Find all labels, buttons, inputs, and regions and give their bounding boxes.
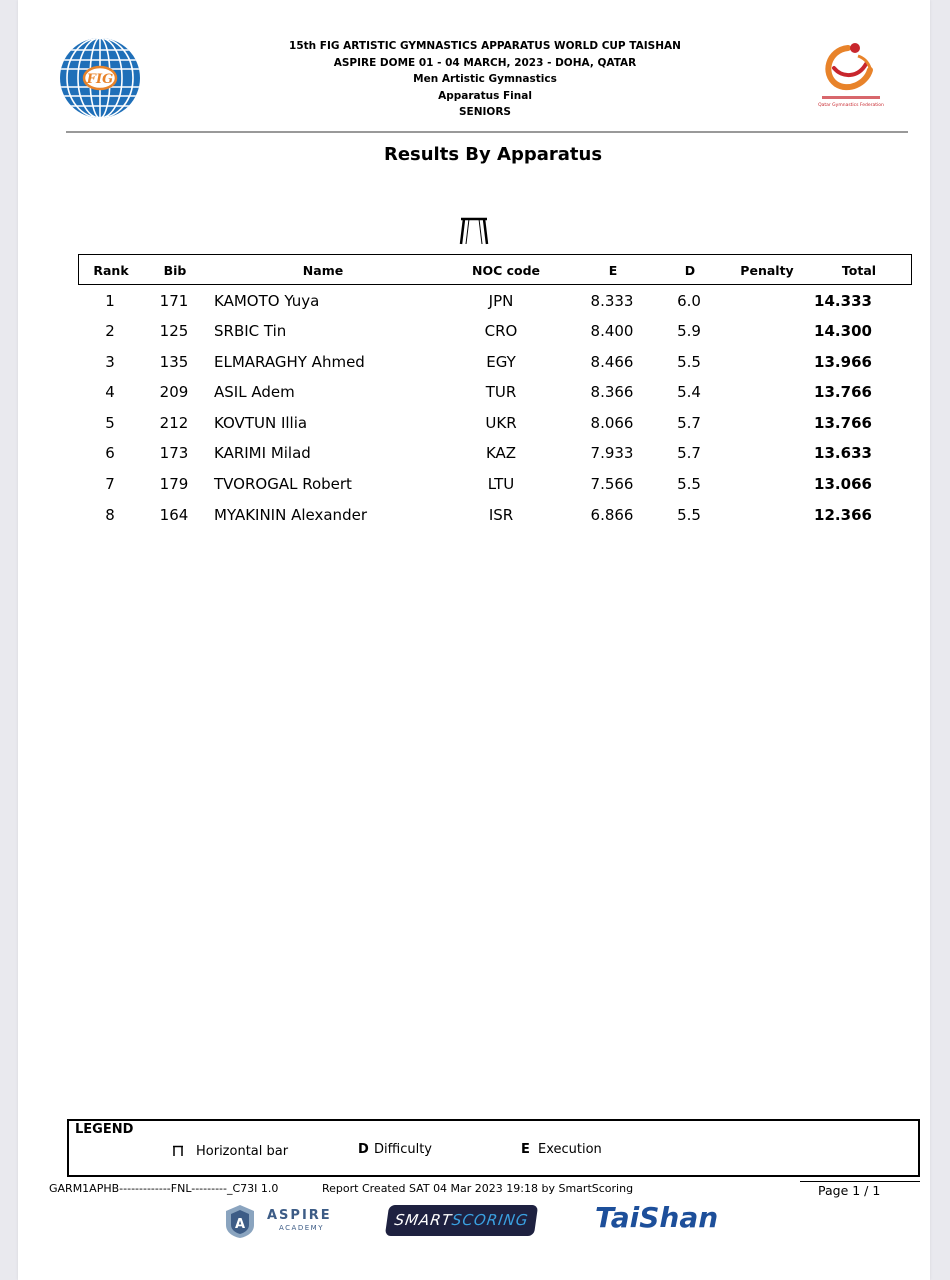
e-score-cell: 7.566 bbox=[590, 475, 634, 493]
qgf-logo-text: Qatar Gymnastics Federation bbox=[818, 103, 884, 108]
d-score-cell: 5.9 bbox=[677, 322, 701, 340]
horizontal-bar-icon bbox=[172, 1145, 184, 1157]
name-cell: MYAKININ Alexander bbox=[214, 506, 367, 524]
table-row bbox=[78, 438, 912, 468]
bib-cell: 171 bbox=[159, 292, 189, 310]
d-score-cell: 5.7 bbox=[677, 414, 701, 432]
col-noc: NOC code bbox=[471, 263, 541, 278]
d-score-cell: 5.4 bbox=[677, 383, 701, 401]
total-cell: 13.966 bbox=[814, 353, 872, 371]
col-bib: Bib bbox=[163, 263, 187, 278]
aspire-emblem-icon bbox=[222, 1203, 258, 1239]
total-cell: 13.633 bbox=[814, 444, 872, 462]
total-cell: 13.066 bbox=[814, 475, 872, 493]
table-row bbox=[78, 469, 912, 499]
legend-e-key: E bbox=[521, 1142, 530, 1157]
name-cell: ASIL Adem bbox=[214, 383, 295, 401]
legend-horizontal-bar: Horizontal bar bbox=[196, 1144, 289, 1159]
rank-cell: 3 bbox=[105, 353, 115, 371]
e-score-cell: 8.400 bbox=[590, 322, 634, 340]
d-score-cell: 5.5 bbox=[677, 506, 701, 524]
qgf-logo bbox=[814, 38, 884, 110]
table-row bbox=[78, 286, 912, 316]
smartscoring-logo-text-a: SMART bbox=[393, 1211, 454, 1229]
name-cell: TVOROGAL Robert bbox=[214, 475, 352, 493]
aspire-logo-subtext: ACADEMY bbox=[279, 1224, 324, 1232]
rank-cell: 8 bbox=[105, 506, 115, 524]
table-row bbox=[78, 377, 912, 407]
event-category: SENIORS bbox=[458, 106, 511, 118]
bib-cell: 212 bbox=[159, 414, 189, 432]
rank-cell: 4 bbox=[105, 383, 115, 401]
bib-cell: 173 bbox=[159, 444, 189, 462]
e-score-cell: 8.366 bbox=[590, 383, 634, 401]
col-d: D bbox=[684, 263, 696, 278]
name-cell: ELMARAGHY Ahmed bbox=[214, 353, 365, 371]
name-cell: SRBIC Tin bbox=[214, 322, 287, 340]
noc-cell: KAZ bbox=[485, 444, 517, 462]
results-page bbox=[18, 0, 930, 1280]
total-cell: 14.300 bbox=[814, 322, 872, 340]
noc-cell: TUR bbox=[485, 383, 517, 401]
table-row bbox=[78, 316, 912, 346]
noc-cell: JPN bbox=[488, 292, 514, 310]
noc-cell: LTU bbox=[487, 475, 515, 493]
event-phase: Apparatus Final bbox=[438, 89, 532, 102]
name-cell: KOVTUN Illia bbox=[214, 414, 308, 432]
header-divider bbox=[66, 131, 908, 133]
col-name: Name bbox=[302, 263, 344, 278]
legend-d-key: D bbox=[358, 1142, 369, 1157]
report-code: GARM1APHB-------------FNL---------_C73I 1.0 bbox=[49, 1182, 279, 1195]
bib-cell: 209 bbox=[159, 383, 189, 401]
d-score-cell: 5.5 bbox=[677, 353, 701, 371]
legend-box bbox=[67, 1119, 920, 1177]
event-header bbox=[284, 38, 686, 121]
footer-divider bbox=[800, 1181, 920, 1182]
bib-cell: 164 bbox=[159, 506, 189, 524]
e-score-cell: 6.866 bbox=[590, 506, 634, 524]
name-cell: KAMOTO Yuya bbox=[214, 292, 320, 310]
table-row bbox=[78, 347, 912, 377]
table-row bbox=[78, 408, 912, 438]
d-score-cell: 6.0 bbox=[677, 292, 701, 310]
report-created: Report Created SAT 04 Mar 2023 19:18 by SmartScoring bbox=[322, 1182, 634, 1195]
svg-text:A: A bbox=[234, 1217, 246, 1232]
total-cell: 13.766 bbox=[814, 414, 872, 432]
d-score-cell: 5.7 bbox=[677, 444, 701, 462]
total-cell: 13.766 bbox=[814, 383, 872, 401]
rank-cell: 7 bbox=[105, 475, 115, 493]
noc-cell: UKR bbox=[485, 414, 517, 432]
event-venue: ASPIRE DOME 01 - 04 MARCH, 2023 - DOHA, QATAR bbox=[333, 56, 637, 69]
total-cell: 12.366 bbox=[814, 506, 872, 524]
col-e: E bbox=[608, 263, 618, 278]
noc-cell: ISR bbox=[488, 506, 514, 524]
fig-logo-text: FIG bbox=[86, 72, 114, 87]
total-cell: 14.333 bbox=[814, 292, 872, 310]
col-total: Total bbox=[841, 263, 877, 278]
bib-cell: 135 bbox=[159, 353, 189, 371]
smartscoring-logo-text-b: SCORING bbox=[450, 1211, 530, 1229]
e-score-cell: 8.466 bbox=[590, 353, 634, 371]
smartscoring-logo bbox=[385, 1205, 538, 1236]
aspire-logo bbox=[222, 1203, 342, 1239]
legend-title: LEGEND bbox=[75, 1122, 134, 1137]
taishan-logo: TaiShan bbox=[595, 1201, 719, 1234]
aspire-logo-text: ASPIRE bbox=[267, 1208, 332, 1223]
e-score-cell: 8.333 bbox=[590, 292, 634, 310]
page-title: Results By Apparatus bbox=[383, 144, 603, 165]
name-cell: KARIMI Milad bbox=[214, 444, 311, 462]
col-rank: Rank bbox=[93, 263, 129, 278]
legend-execution: Execution bbox=[538, 1142, 602, 1157]
e-score-cell: 8.066 bbox=[590, 414, 634, 432]
noc-cell: EGY bbox=[486, 353, 516, 371]
page-number: Page 1 / 1 bbox=[818, 1183, 881, 1198]
horizontal-bar-icon bbox=[458, 216, 490, 246]
rank-cell: 1 bbox=[105, 292, 115, 310]
col-penalty: Penalty bbox=[740, 263, 794, 278]
fig-logo bbox=[58, 36, 142, 120]
legend-difficulty: Difficulty bbox=[374, 1142, 432, 1157]
event-title: 15th FIG ARTISTIC GYMNASTICS APPARATUS WORLD CUP TAISHAN bbox=[289, 40, 681, 52]
results-table-header bbox=[78, 254, 912, 285]
d-score-cell: 5.5 bbox=[677, 475, 701, 493]
table-row bbox=[78, 500, 912, 530]
rank-cell: 5 bbox=[105, 414, 115, 432]
e-score-cell: 7.933 bbox=[590, 444, 634, 462]
bib-cell: 179 bbox=[159, 475, 189, 493]
rank-cell: 2 bbox=[105, 322, 115, 340]
rank-cell: 6 bbox=[105, 444, 115, 462]
event-discipline: Men Artistic Gymnastics bbox=[413, 73, 557, 85]
bib-cell: 125 bbox=[159, 322, 189, 340]
noc-cell: CRO bbox=[484, 322, 518, 340]
